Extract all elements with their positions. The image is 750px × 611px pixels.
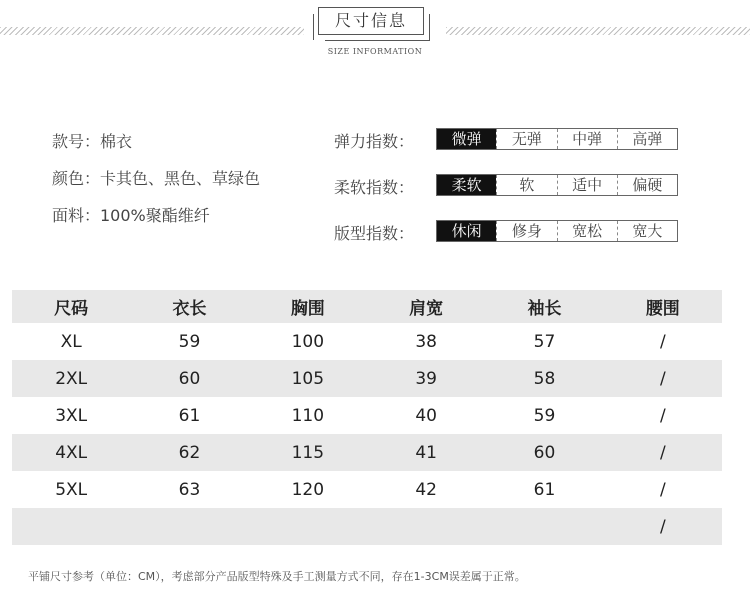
table-row [12, 471, 722, 508]
softness-label: 柔软指数： [334, 178, 415, 197]
table-cell [249, 508, 367, 545]
table-cell: 3XL [55, 405, 88, 426]
softness-options [436, 174, 678, 196]
table-cell: 110 [291, 405, 325, 426]
header-hatch-right [446, 27, 750, 35]
info-style: 款号：棉衣 [52, 132, 133, 151]
table-cell: 40 [415, 405, 437, 426]
title-box [318, 7, 436, 43]
table-cell: 60 [130, 360, 248, 397]
size-table [12, 290, 722, 545]
table-cell: 2XL [12, 360, 130, 397]
table-row [12, 360, 722, 397]
table-cell: 58 [485, 360, 603, 397]
table-cell: / [604, 508, 722, 545]
elasticity-label: 弹力指数： [334, 132, 415, 151]
table-cell: 59 [533, 405, 556, 426]
table-cell: 39 [367, 360, 485, 397]
softness-option-1: 软 [496, 175, 556, 195]
page-title: 尺寸信息 [334, 11, 407, 30]
fit-options [436, 220, 678, 242]
table-cell: XL [60, 331, 82, 352]
header-hatch-left [0, 27, 304, 35]
fit-option-3: 宽大 [617, 221, 677, 241]
table-cell: 38 [415, 331, 437, 352]
header-chest: 胸围 [249, 290, 367, 323]
header-shoulder: 肩宽 [367, 290, 485, 323]
elasticity-option-0: 微弹 [437, 129, 496, 149]
table-row [12, 434, 722, 471]
page-subtitle: SIZE INFORMATION [327, 47, 423, 56]
table-cell: 42 [415, 479, 437, 500]
table-cell: / [659, 331, 666, 352]
header-size: 尺码 [12, 290, 130, 323]
elasticity-option-2: 中弹 [557, 129, 617, 149]
table-cell: 61 [533, 479, 556, 500]
elasticity-options [436, 128, 678, 150]
fit-option-2: 宽松 [557, 221, 617, 241]
table-cell [367, 508, 485, 545]
table-cell: 60 [485, 434, 603, 471]
table-cell: / [659, 405, 666, 426]
fit-option-0: 休闲 [437, 221, 496, 241]
table-cell: 63 [178, 479, 201, 500]
table-cell: 41 [367, 434, 485, 471]
table-cell: 120 [291, 479, 325, 500]
table-cell: 59 [178, 331, 201, 352]
table-cell: 100 [291, 331, 325, 352]
table-cell: 105 [249, 360, 367, 397]
table-cell: 62 [130, 434, 248, 471]
measurement-footnote: 平铺尺寸参考（单位：CM），考虑部分产品版型特殊及手工测量方式不同，存在1-3CM误差属于正常。 [28, 570, 526, 583]
table-row [12, 508, 722, 545]
table-cell: 61 [178, 405, 201, 426]
header-length: 衣长 [130, 290, 248, 323]
header-sleeve: 袖长 [485, 290, 603, 323]
table-cell: / [604, 434, 722, 471]
table-cell: 115 [249, 434, 367, 471]
softness-option-3: 偏硬 [617, 175, 677, 195]
table-cell: / [659, 479, 666, 500]
table-cell: 5XL [55, 479, 88, 500]
elasticity-option-1: 无弹 [496, 129, 556, 149]
fit-option-1: 修身 [496, 221, 556, 241]
table-cell [130, 508, 248, 545]
table-row [12, 397, 722, 434]
table-cell [485, 508, 603, 545]
elasticity-option-3: 高弹 [617, 129, 677, 149]
fit-label: 版型指数： [334, 224, 415, 243]
table-header-row [12, 290, 722, 323]
softness-option-2: 适中 [557, 175, 617, 195]
table-cell: 57 [533, 331, 556, 352]
table-cell: 4XL [12, 434, 130, 471]
table-cell [12, 508, 130, 545]
table-cell: / [604, 360, 722, 397]
info-color: 颜色：卡其色、黑色、草绿色 [52, 169, 261, 188]
info-fabric: 面料：100%聚酯维纤 [52, 206, 210, 225]
softness-option-0: 柔软 [437, 175, 496, 195]
header-waist: 腰围 [604, 290, 722, 323]
table-row [12, 323, 722, 360]
